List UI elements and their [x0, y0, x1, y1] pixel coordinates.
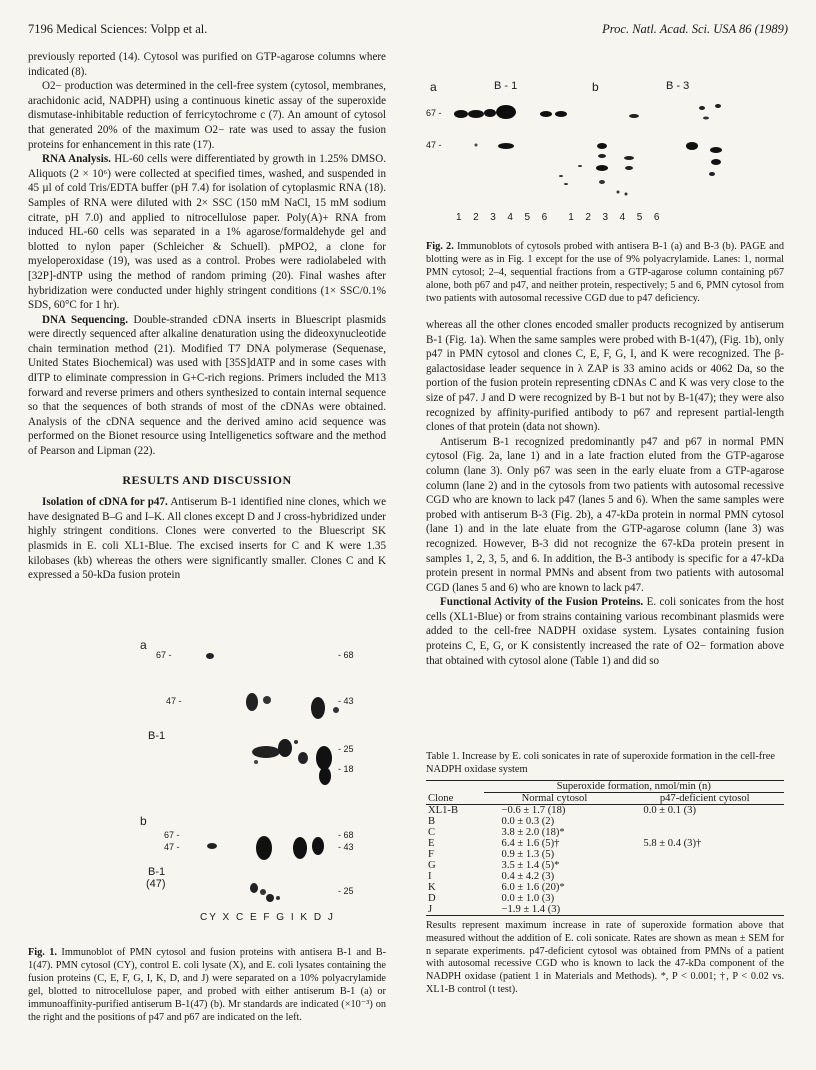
column-header-normal: Normal cytosol	[521, 793, 588, 804]
panel-label-a: a	[430, 80, 437, 94]
running-header-right: Proc. Natl. Acad. Sci. USA 86 (1989)	[602, 22, 788, 36]
table-cell-clone: B	[428, 816, 436, 827]
table-row	[426, 871, 784, 882]
table-title: Table 1. Increase by E. coli sonicates in rate of superoxide formation in the cell-free NADPH oxidase system	[426, 751, 775, 775]
paragraph	[28, 495, 386, 583]
blot-label: B - 3	[666, 80, 690, 92]
marker-label: 47 -	[166, 696, 182, 706]
running-header-left: 7196 Medical Sciences: Volpp et al.	[28, 22, 208, 36]
marker-label: 67 -	[156, 650, 172, 660]
table-cell-normal: 0.9 ± 1.3 (5)	[501, 849, 555, 860]
table-cell-normal: 3.8 ± 2.0 (18)*	[501, 827, 565, 838]
table-cell-normal: 6.0 ± 1.6 (20)*	[501, 882, 565, 893]
paragraph-heading: RNA Analysis.	[42, 153, 111, 166]
marker-label: - 68	[338, 650, 354, 660]
table-body	[426, 805, 784, 916]
marker-label: - 18	[338, 764, 354, 774]
lane-labels: CY X C E F G I K D J	[200, 912, 335, 923]
table-cell-deficient	[625, 816, 784, 827]
table-row	[426, 816, 784, 827]
table-cell-normal: 0.0 ± 1.0 (3)	[501, 893, 555, 904]
marker-label: 67 -	[164, 830, 180, 840]
table-cell-deficient	[625, 871, 784, 882]
caption-text: Immunoblots of cytosols probed with antisera B-1 (a) and B-3 (b). PAGE and blotting were as in Fig. 1 except for the use of 9% polyacrylamide. Lanes: 1, normal PMN cytosol; 2–4, sequential fractions from a GTP-agarose column containing p67 alone, both p67 and p47, and neither protein, respectively; 5 and 6, PMN cytosol from two patients with autosomal recessive CGD due to p47 deficiency.	[426, 241, 784, 304]
table-cell-deficient	[625, 904, 784, 916]
table-row	[426, 827, 784, 838]
marker-label: - 25	[338, 744, 354, 754]
table-cell-deficient	[625, 849, 784, 860]
table-cell-deficient	[625, 860, 784, 871]
paragraph-heading: Isolation of cDNA for p47.	[42, 496, 168, 509]
table-cell-normal: −1.9 ± 1.4 (3)	[501, 904, 561, 915]
caption-label: Fig. 2.	[426, 241, 454, 252]
table-cell-normal: 3.5 ± 1.4 (5)*	[501, 860, 560, 871]
marker-label: - 43	[338, 842, 354, 852]
paragraph	[28, 313, 386, 459]
table-cell-clone: C	[428, 827, 436, 838]
paragraph-heading: DNA Sequencing.	[42, 313, 128, 326]
table-row	[426, 838, 784, 849]
marker-label: 47 -	[164, 842, 180, 852]
paragraph-text: Antiserum B-1 identified nine clones, which we have designated B–G and I–K. All clones except D and J cross-hybridized under highly stringent conditions. Clones were converted to the Bluescript SK plasmids in E. coli XL1-Blue. The excised inserts for C and K were 1.35 kilobases (kb) whereas the others were significantly smaller. Clones C and K expressed a 50-kDa fusion protein	[28, 496, 386, 582]
table-cell-clone: D	[428, 893, 436, 904]
column-header-clone: Clone	[428, 793, 454, 804]
table-1	[426, 750, 784, 997]
table-row	[426, 882, 784, 893]
blot-label: (47)	[146, 878, 166, 890]
caption-text: Immunoblot of PMN cytosol and fusion proteins with antisera B-1 and B-1(47). PMN cytosol (CY), control E. coli lysate (X), and E. coli lysates containing the fusion proteins (C, E, F, G, I, K, D, and J) were separated on a 10% polyacrylamide gel, blotted to nitrocellulose paper, and probed with either antiserum B-1 (a) or immunoaffinity-purified antiserum B-1(47) (b). Mr standards are indicated (×10⁻³) on the right and the positions of p47 and p67 are indicated on the left.	[28, 947, 386, 1023]
table-cell-deficient	[625, 882, 784, 893]
table-cell-clone: K	[428, 882, 436, 893]
table-row	[426, 849, 784, 860]
table-row	[426, 860, 784, 871]
table-cell-clone: E	[428, 838, 435, 849]
table-cell-deficient	[625, 827, 784, 838]
paragraph: previously reported (14). Cytosol was purified on GTP-agarose columns where indicated (8).	[28, 51, 386, 78]
column-header-deficient: p47-deficient cytosol	[659, 793, 750, 804]
table-cell-deficient	[625, 893, 784, 904]
blot-label: B-1	[148, 866, 166, 878]
marker-label: - 68	[338, 830, 354, 840]
paragraph: O2− production was determined in the cell-free system (cytosol, membranes, arachidonic acid, NADPH) using a continuous kinetic assay of the superoxide dismutase-inhibitable reduction of ferricytochrome c (7). An amount of cytosol that generated 20% of the maximum O2− rate was used to assay the fusion proteins for enhancement in this rate (17).	[28, 80, 386, 151]
lane-labels: 1 2 3 4 5 6 1 2 3 4 5 6	[456, 212, 662, 223]
table-cell-normal: 6.4 ± 1.6 (5)†	[501, 838, 560, 849]
table-cell-deficient: 5.8 ± 0.4 (3)†	[643, 838, 702, 849]
figure-2-blot-image	[426, 50, 784, 236]
column-group-header: Superoxide formation, nmol/min (n)	[484, 781, 784, 793]
table-footnote: Results represent maximum increase in rate of superoxide formation above that measured without the addition of E. coli sonicate. Rates are shown as mean ± SEM for n separate experiments. p47-deficient cytosol was obtained from PMNs of a patient with autosomal recessive CGD who is known to lack the 47-kDa component of the NADPH oxidase (patient 1 in Materials and Methods). *, P < 0.001; †, P < 0.02 vs. XL1-B control (t test).	[426, 920, 784, 995]
marker-label: 67 -	[426, 108, 442, 118]
right-column	[426, 318, 784, 668]
figure-2	[426, 50, 784, 236]
table-cell-clone: G	[428, 860, 436, 871]
paragraph	[426, 595, 784, 668]
figure-1-caption	[28, 946, 386, 1024]
table-cell-clone: I	[428, 871, 432, 882]
table-cell-clone: XL1-B	[428, 805, 459, 816]
figure-1	[28, 630, 386, 952]
blot-label: B-1	[148, 730, 166, 742]
section-heading: RESULTS AND DISCUSSION	[122, 472, 292, 487]
panel-label-b: b	[140, 814, 147, 828]
table-1-grid	[426, 780, 784, 916]
marker-label: 47 -	[426, 140, 442, 150]
table-cell-normal: 0.4 ± 4.2 (3)	[501, 871, 555, 882]
marker-label: - 25	[338, 886, 354, 896]
blot-label: B - 1	[494, 80, 518, 92]
paragraph-text: Double-stranded cDNA inserts in Bluescript plasmids were directly sequenced after alkaline denaturation using the dideoxynucleotide chain termination method (21). Modified T7 DNA polymerase (Sequenase, United States Biochemical) was used with [35S]dATP and in some cases with dITP to eliminate compression in G+C-rich regions. Primers included the M13 forward and reverse primers and others synthesized to contain internal sequence so that the sequences of both strands of most of the cDNAs were obtained. Analysis of the cDNA sequence and the derived amino acid sequence was performed on the Bionet resource using Intelligenetics software and the method of Pearson and Lipman (22).	[28, 313, 386, 458]
paragraph-heading: Functional Activity of the Fusion Proteins.	[440, 596, 644, 609]
panel-label-a: a	[140, 638, 147, 652]
table-row	[426, 893, 784, 904]
panel-label-b: b	[592, 80, 599, 94]
paragraph: Antiserum B-1 recognized predominantly p47 and p67 in normal PMN cytosol (Fig. 2a, lane 1) and in a late fraction eluted from the GTP-agarose column (lane 3). Only p67 was seen in the early eluate from a GTP-agarose column (lane 2) and in the cytosols from two patients with autosomal recessive CGD who are known to lack p47 (lanes 5 and 6). When the same samples were probed with antiserum B-3 (Fig. 2b), a 47-kDa protein in normal PMN cytosol (lane 1) and in the late eluate from the GTP-agarose column (lane 3) was recognized. However, B-3 did not recognize the 67-kDa protein present in samples 1, 2, 3, 5, and 6. In addition, the B-3 antibody is specific for a 47-kDa protein present in normal PMNs and absent from two patients with autosomal CGD (lanes 5 and 6) who are known to lack p47.	[426, 435, 784, 594]
figure-1-blot-image	[28, 630, 386, 952]
table-cell-clone: J	[428, 904, 433, 915]
paragraph-text: E. coli sonicates from the host cells (XL1-Blue) or from strains containing various recombinant plasmids were added to the cell-free NADPH oxidase system. Lysates containing fusion proteins C, E, G, or K consistently increased the rate of O2− formation above that obtained with cytosol alone (Table 1) and did so	[426, 596, 784, 667]
left-column	[28, 50, 386, 583]
paragraph-text: HL-60 cells were differentiated by growth in 1.25% DMSO. Aliquots (2 × 10⁶) were collected at specified times, washed, and suspended in 45 µl of cold Tris/EDTA buffer (pH 7.4) for isolation of cytoplasmic RNA (18). Samples of RNA were diluted with 2× SSC (150 mM NaCl, 15 mM sodium citrate, pH 7.0) and applied to nitrocellulose paper. Poly(A)+ RNA from induced HL-60 cells was separated in a 1% agarose/formaldehyde gel and blotted to nylon paper (Schleicher & Schuell). pMPO2, a clone for myeloperoxidase (19), was used as a control. Probes were radiolabeled with [32P]-dNTP using the method of random priming (20). Final washes after hybridization were conducted under highly stringent conditions (1× SSC/0.1% SDS, 60°C for 1 hr).	[28, 153, 387, 312]
table-cell-normal: 0.0 ± 0.3 (2)	[501, 816, 555, 827]
paragraph: whereas all the other clones encoded smaller products recognized by antiserum B-1 (Fig. 1a). When the same samples were probed with B-1(47), (Fig. 1b), only p47 in PMN cytosol and clones C, E, F, G, I, and K were recognized. The β-galactosidase leader sequence in λ ZAP is 33 amino acids or 4062 Da, so the portion of the fusion protein representing cDNAs C and K was very close to the size of p47. J and D were recognized by B-1 but not by B-1(47); they were also recognized by affinity-purified antibody to p67 and represent partial-length clones of that protein (data not shown).	[426, 319, 784, 434]
figure-2-caption	[426, 240, 784, 305]
table-cell-normal: −0.6 ± 1.7 (18)	[501, 805, 566, 816]
table-row	[426, 904, 784, 916]
table-cell-deficient: 0.0 ± 0.1 (3)	[643, 805, 697, 816]
table-row	[426, 805, 784, 817]
paragraph	[28, 152, 386, 313]
table-cell-clone: F	[428, 849, 434, 860]
caption-label: Fig. 1.	[28, 947, 57, 958]
marker-label: - 43	[338, 696, 354, 706]
